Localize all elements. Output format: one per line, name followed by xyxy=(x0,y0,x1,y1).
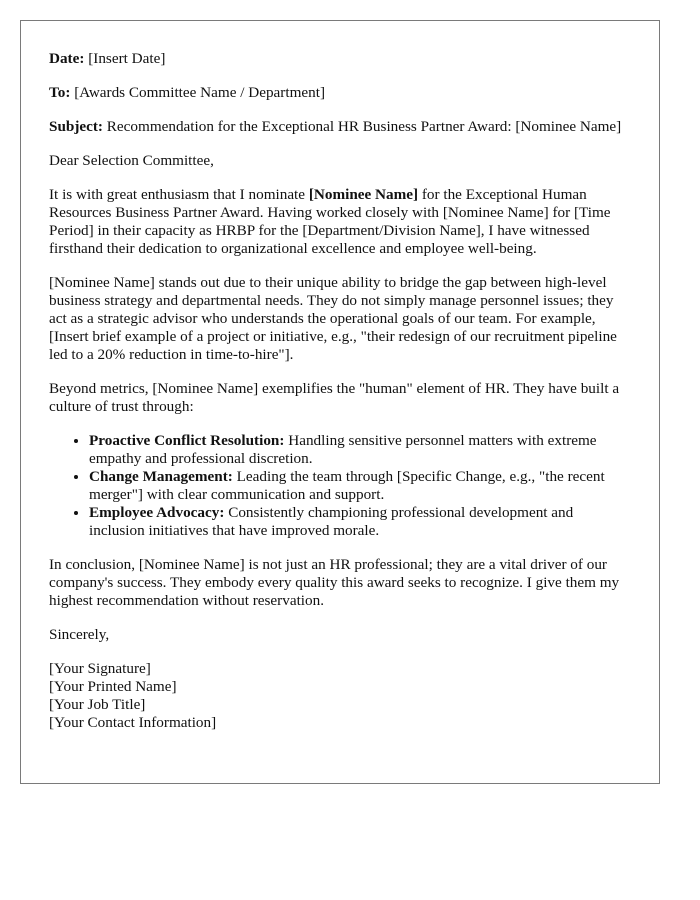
printed-name: [Your Printed Name] xyxy=(49,678,177,695)
quality-item-employee-advocacy xyxy=(89,504,631,540)
quality-title: Proactive Conflict Resolution: xyxy=(89,432,285,449)
conclusion-paragraph: In conclusion, [Nominee Name] is not just an HR professional; they are a vital driver of our company's success. They embody every quality this award seeks to recognize. I give them my highest recommendation without reservation. xyxy=(49,556,620,609)
quality-title: Employee Advocacy: xyxy=(89,504,225,521)
quality-text: Consistently championing professional development and inclusion initiatives that have improved morale. xyxy=(89,504,574,539)
signature-line: [Your Signature] xyxy=(49,660,151,677)
closing: Sincerely, xyxy=(49,626,110,643)
date-line xyxy=(49,50,631,68)
quality-text: Handling sensitive personnel matters with extreme empathy and professional discretion. xyxy=(89,432,597,467)
nomination-details: for the Exceptional Human Resources Business Partner Award. Having worked closely with [Nominee Name] for [Time Period] in their capacity as HRBP for the [Department/Division Name], I have witnessed firsthand their dedication to organizational excellence and employee well-being. xyxy=(49,186,611,257)
contact-info: [Your Contact Information] xyxy=(49,714,217,731)
job-title: [Your Job Title] xyxy=(49,696,146,713)
date-value: [Insert Date] xyxy=(84,50,166,67)
quality-title: Change Management: xyxy=(89,468,233,485)
strategy-paragraph: [Nominee Name] stands out due to their unique ability to bridge the gap between high-level business strategy and departmental needs. They do not simply manage personnel issues; they act as a strategic advisor who understands the operational goals of our team. For example, [Insert brief example of a project or initiative, e.g., "their redesign of our recruitment pipeline led to a 20% reduction in time-to-hire"]. xyxy=(49,274,617,363)
nominee-name: [Nominee Name] xyxy=(308,186,419,203)
nomination-paragraph xyxy=(49,186,631,258)
quality-text: Leading the team through [Specific Change, e.g., "the recent merger"] with clear communication and support. xyxy=(89,468,605,503)
recipient-line xyxy=(49,84,631,102)
signature-block xyxy=(49,660,631,732)
to-value: [Awards Committee Name / Department] xyxy=(70,84,325,101)
salutation: Dear Selection Committee, xyxy=(49,152,214,169)
quality-item-change-management xyxy=(89,468,631,504)
date-label: Date: xyxy=(49,50,85,67)
subject-value: Recommendation for the Exceptional HR Business Partner Award: [Nominee Name] xyxy=(103,118,622,135)
subject-line xyxy=(49,118,631,136)
quality-item-conflict-resolution xyxy=(89,432,631,468)
qualities-list xyxy=(49,432,631,540)
subject-label: Subject: xyxy=(49,118,103,135)
to-label: To: xyxy=(49,84,71,101)
culture-paragraph: Beyond metrics, [Nominee Name] exemplifies the "human" element of HR. They have built a culture of trust through: xyxy=(49,380,620,415)
recommendation-letter xyxy=(20,20,660,784)
nomination-intro: It is with great enthusiasm that I nominate xyxy=(49,186,309,203)
